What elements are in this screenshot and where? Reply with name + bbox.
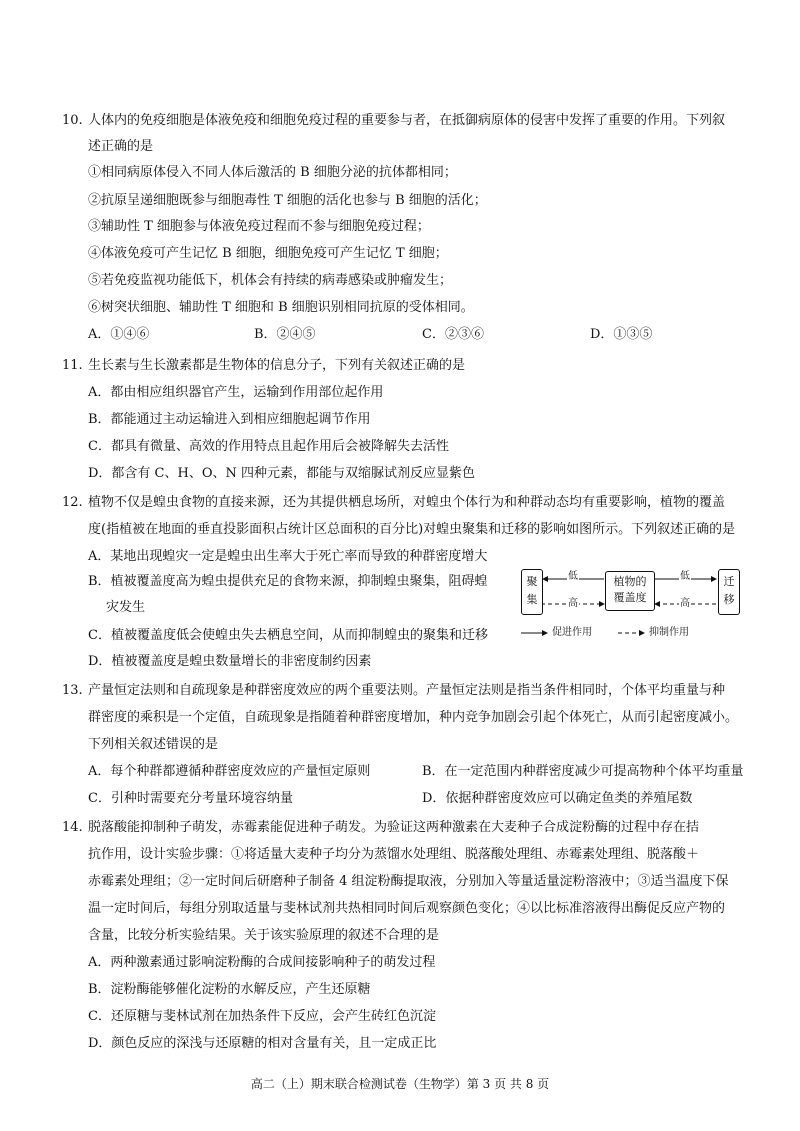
q10-number: 10. bbox=[62, 113, 83, 128]
q13-stem-line1: 产量恒定法则和自疏现象是种群密度效应的两个重要法则。产量恒定法则是指当条件相同时，个体平均重量与种 bbox=[88, 683, 726, 698]
q10-stem-line2: 述正确的是 bbox=[88, 139, 154, 154]
cover-box-line1: 植物的 bbox=[613, 575, 647, 588]
cover-box bbox=[605, 571, 655, 611]
q10-stem-line1: 人体内的免疫细胞是体液免疫和细胞免疫过程的重要参与者，在抵御病原体的侵害中发挥了重要的作用。下列叙 bbox=[88, 113, 726, 128]
q10-option-d: D．①③⑤ bbox=[590, 327, 653, 342]
gather-box-line1: 聚 bbox=[526, 575, 538, 588]
q10-item-3: ③辅助性 T 细胞参与体液免疫过程而不参与细胞免疫过程； bbox=[88, 219, 430, 234]
gather-box-line2: 集 bbox=[526, 593, 538, 606]
q11-stem: 生长素与生长激素都是生物体的信息分子，下列有关叙述正确的是 bbox=[88, 358, 466, 373]
q11-option-a: A．都由相应组织器官产生，运输到作用部位起作用 bbox=[88, 385, 384, 400]
q12-option-c: C．植被覆盖度低会使蝗虫失去栖息空间，从而抑制蝗虫的聚集和迁移 bbox=[88, 628, 488, 643]
q14-number: 14. bbox=[62, 820, 83, 835]
q10-item-1: ①相同病原体侵入不同人体后激活的 B 细胞分泌的抗体都相同； bbox=[88, 165, 457, 180]
q12-diagram bbox=[515, 566, 745, 651]
q12-number: 12. bbox=[62, 495, 83, 510]
q14-stem-line4: 温一定时间后，每组分别取适量与斐林试剂共热相同时间后观察颜色变化；④以比标准溶液得出酶促反应产物的 bbox=[88, 901, 726, 916]
q12-stem-line1: 植物不仅是蝗虫食物的直接来源，还为其提供栖息场所，对蝗虫个体行为和种群动态均有重要影响，植物的覆盖 bbox=[88, 495, 726, 510]
q13-option-a: A．每个种群都遵循种群密度效应的产量恒定原则 bbox=[88, 764, 371, 779]
q12-option-a: A．某地出现蝗灾一定是蝗虫出生率大于死亡率而导致的种群密度增大 bbox=[88, 549, 488, 564]
label-low-right: 低 bbox=[680, 571, 690, 582]
label-high-left: 高 bbox=[568, 598, 578, 609]
q11-option-b: B．都能通过主动运输进入到相应细胞起调节作用 bbox=[88, 412, 371, 427]
migrate-box-line2: 移 bbox=[723, 593, 735, 606]
q10-item-6: ⑥树突状细胞、辅助性 T 细胞和 B 细胞识别相同抗原的受体相同。 bbox=[88, 300, 474, 315]
q14-stem-line3: 赤霉素处理组；②一定时间后研磨种子制备 4 组淀粉酶提取液，分别加入等量适量淀粉溶液中；③适当温度下保 bbox=[88, 874, 729, 889]
legend-promote: 促进作用 bbox=[552, 627, 592, 638]
q12-option-d: D．植被覆盖度是蝗虫数量增长的非密度制约因素 bbox=[88, 654, 372, 669]
q12-stem-line2: 度(指植被在地面的垂直投影面积占统计区总面积的百分比)对蝗虫聚集和迁移的影响如图所示。下列叙述正确的是 bbox=[88, 522, 736, 537]
q12-option-b-line2: 灾发生 bbox=[106, 600, 146, 615]
q10-item-4: ④体液免疫可产生记忆 B 细胞，细胞免疫可产生记忆 T 细胞； bbox=[88, 246, 448, 261]
q10-item-2: ②抗原呈递细胞既参与细胞毒性 T 细胞的活化也参与 B 细胞的活化； bbox=[88, 193, 487, 208]
gather-box bbox=[521, 569, 543, 615]
q11-option-d: D．都含有 C、H、O、N 四种元素，都能与双缩脲试剂反应显紫色 bbox=[88, 466, 476, 481]
q10-option-c: C．②③⑥ bbox=[422, 327, 484, 342]
q14-stem-line1: 脱落酸能抑制种子萌发，赤霉素能促进种子萌发。为验证这两种激素在大麦种子合成淀粉酶的过程中存在拮 bbox=[88, 820, 700, 835]
q11-number: 11. bbox=[62, 358, 83, 373]
legend-inhibit: 抑制作用 bbox=[649, 627, 689, 638]
migrate-box-line1: 迁 bbox=[723, 575, 735, 588]
q13-option-c: C．引种时需要充分考量环境容纳量 bbox=[88, 791, 293, 806]
q11-option-c: C．都具有微量、高效的作用特点且起作用后会被降解失去活性 bbox=[88, 439, 449, 454]
label-low-left: 低 bbox=[568, 571, 578, 582]
label-high-right: 高 bbox=[680, 598, 690, 609]
page-footer: 高二（上）期末联合检测试卷（生物学）第 3 页 共 8 页 bbox=[250, 1077, 550, 1091]
q14-option-d: D．颜色反应的深浅与还原糖的相对含量有关，且一定成正比 bbox=[88, 1036, 437, 1051]
q13-stem-line2: 群密度的乘积是一个定值，自疏现象是指随着种群密度增加，种内竞争加剧会引起个体死亡，从而引起密度减小。 bbox=[88, 710, 739, 725]
q14-stem-line2: 抗作用，设计实验步骤：①将适量大麦种子均分为蒸馏水处理组、脱落酸处理组、赤霉素处理组、脱落酸＋ bbox=[88, 847, 700, 862]
q10-option-a: A．①④⑥ bbox=[88, 327, 150, 342]
q13-option-d: D．依据种群密度效应可以确定鱼类的养殖尾数 bbox=[422, 791, 693, 806]
q12-option-b-line1: B．植被覆盖度高为蝗虫提供充足的食物来源，抑制蝗虫聚集，阻碍蝗 bbox=[88, 574, 488, 589]
q13-option-b: B．在一定范围内种群密度减少可提高物种个体平均重量 bbox=[422, 764, 744, 779]
q10-option-b: B．②④⑤ bbox=[254, 327, 316, 342]
q14-stem-line5: 含量，比较分析实验结果。关于该实验原理的叙述不合理的是 bbox=[88, 928, 440, 943]
q13-number: 13. bbox=[62, 683, 83, 698]
q14-option-b: B．淀粉酶能够催化淀粉的水解反应，产生还原糖 bbox=[88, 982, 371, 997]
migrate-box bbox=[718, 569, 740, 615]
q14-option-a: A．两种激素通过影响淀粉酶的合成间接影响种子的萌发过程 bbox=[88, 955, 436, 970]
q14-option-c: C．还原糖与斐林试剂在加热条件下反应，会产生砖红色沉淀 bbox=[88, 1009, 436, 1024]
q13-stem-line3: 下列相关叙述错误的是 bbox=[88, 737, 219, 752]
cover-box-line2: 覆盖度 bbox=[613, 591, 647, 604]
q10-item-5: ⑤若免疫监视功能低下，机体会有持续的病毒感染或肿瘤发生； bbox=[88, 273, 453, 288]
